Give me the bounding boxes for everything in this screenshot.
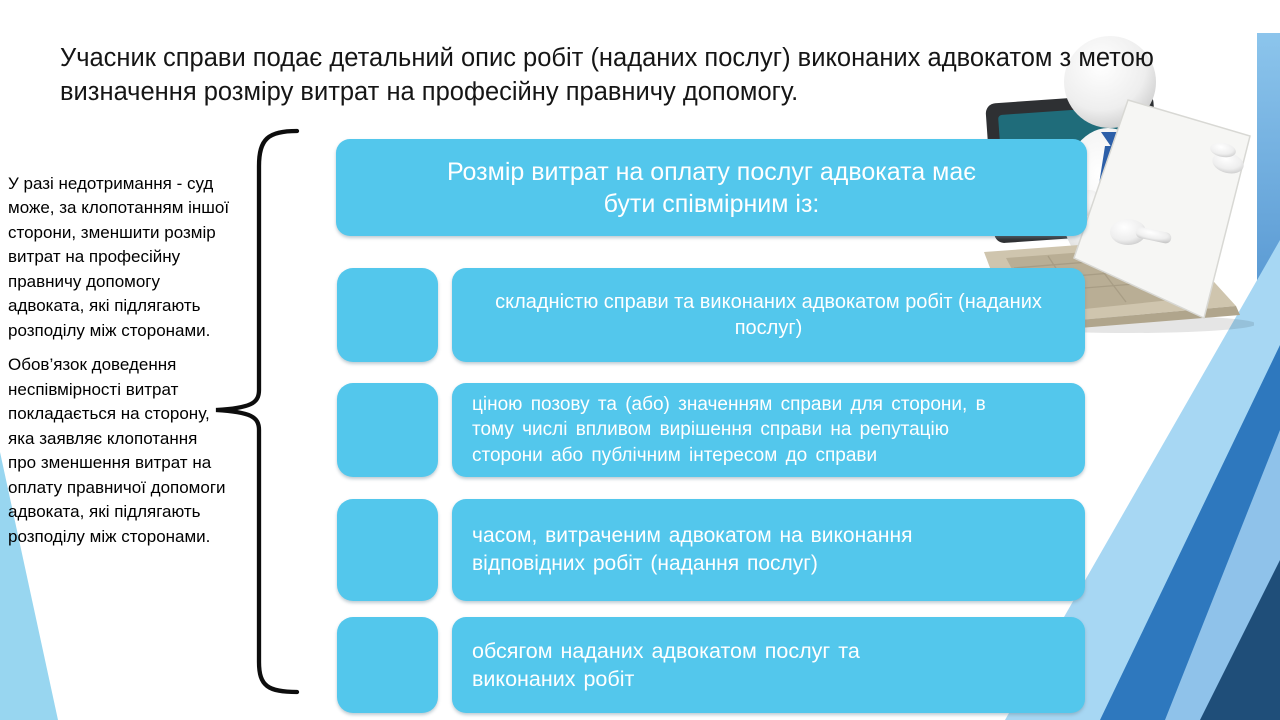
note-paragraph-2: Обов’язок доведення неспівмірності витрат покладається на сторону, яка заявляє клопотання про зменшення витрат на оплату правничої допомоги адвоката, які підлягають розподілу між сторонами. bbox=[8, 355, 226, 546]
left-notes bbox=[8, 172, 230, 559]
item-row bbox=[452, 383, 1085, 477]
slide-title: Учасник справи подає детальний опис робіт (наданих послуг) виконаних адвокатом з метою визначення розміру витрат на професійну правничу допомогу. bbox=[60, 44, 1154, 106]
diagram-header-text: Розмір витрат на оплату послуг адвоката має бути співмірним із: bbox=[446, 157, 977, 218]
item-row bbox=[452, 499, 1085, 601]
item-row bbox=[452, 617, 1085, 713]
item-text: обсягом наданих адвокатом послуг та виконаних робіт bbox=[472, 638, 860, 691]
diagram-header-box bbox=[336, 139, 1087, 236]
item-text: ціною позову та (або) значенням справи для сторони, в тому числі впливом вирішення справи на репутацію сторони або публічним інтересом до справи bbox=[472, 394, 986, 466]
note-paragraph-1: У разі недотримання - суд може, за клопотанням іншої сторони, зменшити розмір витрат на професійну правничу допомогу адвоката, які підлягають розподілу між сторонами. bbox=[8, 174, 230, 340]
item-text: часом, витраченим адвокатом на виконання відповідних робіт (надання послуг) bbox=[472, 524, 913, 575]
item-bullet-square bbox=[337, 617, 438, 713]
item-bullet-square bbox=[337, 268, 438, 362]
item-text: складністю справи та виконаних адвокатом робіт (наданих послуг) bbox=[495, 290, 1042, 339]
item-bullet-square bbox=[337, 499, 438, 601]
item-row bbox=[452, 268, 1085, 362]
item-bullet-square bbox=[337, 383, 438, 477]
